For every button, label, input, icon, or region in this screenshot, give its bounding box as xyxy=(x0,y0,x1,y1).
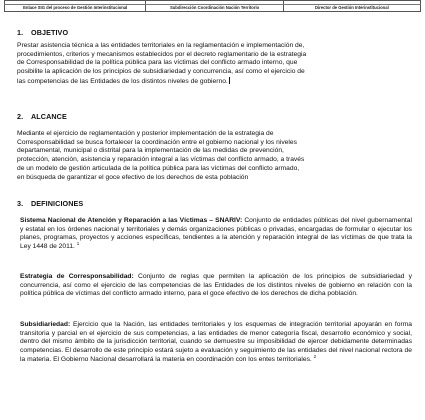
definition-snariv[interactable] xyxy=(20,217,412,252)
alcance-text: Mediante el ejercicio de reglamentación y posterior implementación de la estrategia de Corresponsabilidad se busca fortalecer la coordinación entre el gobierno nacional y los niveles departamental, municipal o distrital para la implementación de las medidas de prevención, protección, atención, asistencia y reparación integral a las víctimas del conflicto armado, a través de un modelo de gestión articulada de la política pública para las víctimas del conflicto armado, en búsqueda de garantizar el goce efectivo de los derechos de esta población xyxy=(17,130,305,181)
definition-estrategia[interactable] xyxy=(20,273,412,299)
definition-text: Conjunto de entidades públicas del nivel gubernamental y estatal en los órdenes nacional y territoriales y demás organizaciones públicas o privadas, encargadas de formular o ejecutar los planes, programas, proyectos y acciones específicas, tendientes a la atención y reparación integral de las víctimas de que trata la Ley 1448 de 2011. xyxy=(20,217,412,251)
section-heading-alcance xyxy=(17,112,67,121)
section-heading-objetivo xyxy=(17,28,68,37)
definition-term: Sistema Nacional de Atención y Reparación a las Víctimas – SNARIV: xyxy=(20,217,243,224)
objetivo-text: Prestar asistencia técnica a las entidades territoriales en la reglamentación e implementación de, procedimientos, criterios y mecanismos establecidos por el decreto reglamentario de la estrategia de Corresponsabilidad de la política pública para las víctimas del conflicto armado interno, que posibilite la aplicación de los principios de subsidiariedad y concurrencia, así como el ejercicio de las competencias de las Entidades de los distintos niveles de gobierno. xyxy=(17,42,307,85)
alcance-paragraph[interactable] xyxy=(17,130,413,182)
header-cell-reviso: Subdirección Coordinación Nación Territorio xyxy=(146,5,283,12)
header-cell-elaboro: Enlace SIG del proceso de Gestión Interinstitucional xyxy=(5,5,146,12)
definition-text: Ejercicio que la Nación, las entidades territoriales y los esquemas de integración territorial apoyarán en forma transitoria y parcial en el ejercicio de sus competencias, a las entidades de menor categoría fiscal, desarrollo económico y social, dentro del mismo ámbito de la jurisdicción territorial, cuando se demuestre su imposibilidad de ejercer debidamente determinadas competencias. El desarrollo de este principio estará sujeto a evaluación y seguimiento de las entidades del nivel nacional rectora de la materia. El Gobierno Nacional desarrollará la materia en coordinación con los entes territoriales. xyxy=(20,321,412,363)
section-number: 1. xyxy=(17,28,24,37)
definition-text: Conjunto de reglas que permiten la aplicación de los principios de subsidiariedad y concurrencia, así como el ejercicio de las competencias de las Entidades de los distintos niveles de gobierno en relación con la política pública de víctimas del conflicto armado interno, para el goce efectivo de los derechos de dicha población. xyxy=(20,273,413,298)
section-heading-definiciones xyxy=(17,199,83,208)
footnote-reference[interactable]: 1 xyxy=(76,240,80,246)
document-header-table xyxy=(4,0,421,12)
section-number: 3. xyxy=(17,199,24,208)
footnote-reference[interactable]: 2 xyxy=(313,353,317,359)
definition-term: Estrategia de Corresponsabilidad: xyxy=(20,273,134,280)
section-title: DEFINICIONES xyxy=(31,199,84,208)
definition-subsidiariedad[interactable] xyxy=(20,321,412,365)
text-cursor xyxy=(229,77,230,84)
section-number: 2. xyxy=(17,112,24,121)
section-title: ALCANCE xyxy=(31,112,67,121)
header-cell-aprobo: Director de Gestión Interinstitucional xyxy=(283,5,420,12)
definition-term: Subsidiariedad: xyxy=(20,321,71,328)
section-title: OBJETIVO xyxy=(31,28,69,37)
objetivo-paragraph[interactable] xyxy=(17,42,413,87)
